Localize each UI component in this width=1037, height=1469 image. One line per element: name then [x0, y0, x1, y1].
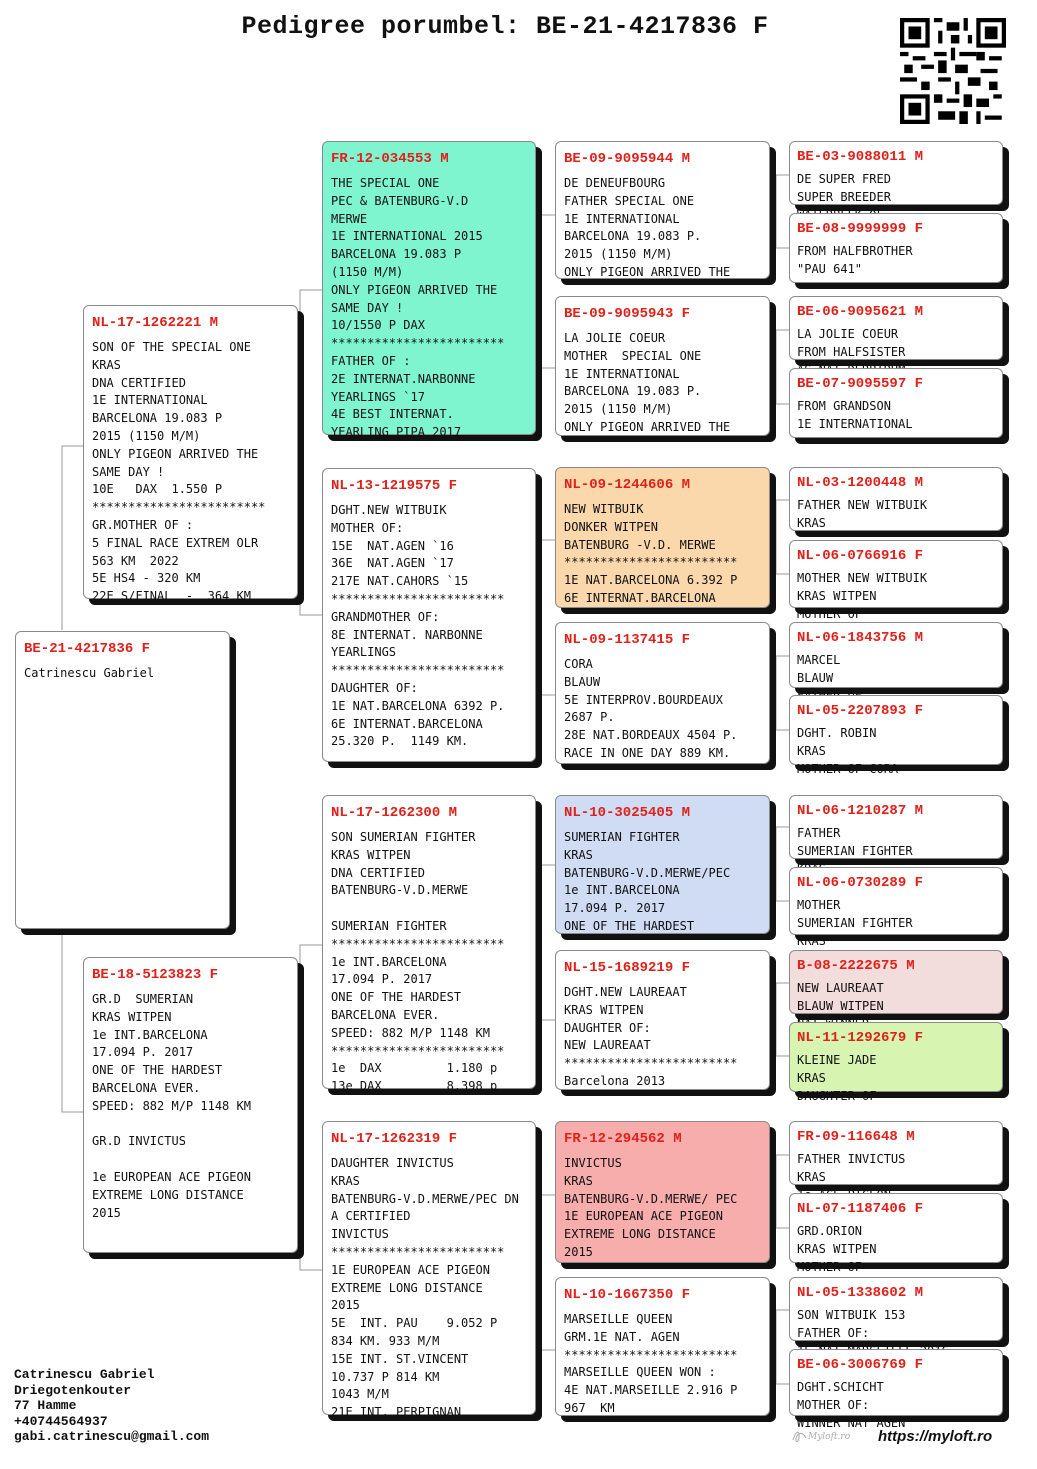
ring-number: NL-09-1244606 M: [564, 477, 691, 493]
ring-number: NL-17-1262221 M: [92, 315, 219, 331]
card-text: MARCEL BLAUW: [797, 653, 841, 685]
gen4-card: [789, 141, 1003, 205]
ring-number: NL-13-1219575 F: [331, 478, 458, 494]
card-text: NEW LAUREAAT BLAUW WITPEN: [797, 981, 884, 1013]
gen2-card: [322, 141, 536, 440]
ring-number: BE-09-9095943 F: [564, 306, 691, 322]
ring-number: BE-06-3006769 F: [797, 1357, 924, 1373]
gen4-card: [789, 296, 1003, 360]
page-title: Pedigree porumbel: BE-21-4217836 F: [241, 12, 769, 41]
ring-number: NL-10-3025405 M: [564, 805, 691, 821]
card-text: SUMERIAN FIGHTER KRAS BATENBURG-V.D.MERWE/PEC 1e INT.BARCELONA 17.094 P. 2017 ONE OF THE HARDEST: [564, 830, 731, 933]
gen4-card: [789, 213, 1003, 283]
ring-number: NL-06-0730289 F: [797, 875, 924, 891]
gen3-card: [555, 141, 770, 279]
card-text: DGHT.NEW WITBUIK MOTHER OF: 15E NAT.AGEN `16 36E NAT.AGEN `17 217E NAT.CAHORS `15 ************************ GRANDMOTHER OF: 8E INTERNAT. NARBONNE YEARLINGS ************************ DAUGHTER OF: 1E NAT.BARCELONA 6392 P. 6E INTERNAT.BARCELONA 25.320 P. 1149 KM.: [331, 503, 505, 749]
gen4-card: [789, 1022, 1003, 1103]
card-text: Catrinescu Gabriel: [24, 666, 155, 680]
subject-card: [15, 631, 230, 929]
ring-number: FR-09-116648 M: [797, 1129, 915, 1145]
gen2-card: [322, 1121, 536, 1420]
card-text: SON OF THE SPECIAL ONE KRAS DNA CERTIFIED 1E INTERNATIONAL BARCELONA 19.083 P 2015 (1150 M/M) ONLY PIGEON ARRIVED THE SAME DAY ! 10E DAX 1.550 P ************************ GR.MOTHER OF : 5 FINAL RACE EXTREM OLR 563 KM 2022 5E HS4 - 320 KM 22E S/FINAL - 364 KM: [92, 340, 266, 604]
ring-number: NL-15-1689219 F: [564, 960, 691, 976]
ring-number: NL-11-1292679 F: [797, 1030, 924, 1046]
ring-number: NL-06-1210287 M: [797, 803, 924, 819]
gen4-card: [789, 795, 1003, 859]
ring-number: BE-21-4217836 F: [24, 641, 151, 657]
card-text: INVICTUS KRAS BATENBURG-V.D.MERWE/ PEC 1E EUROPEAN ACE PIGEON EXTREME LONG DISTANCE 2015: [564, 1156, 738, 1259]
gen3-card: [555, 795, 770, 934]
ring-number: BE-08-9999999 F: [797, 221, 924, 237]
card-text: DE DENEUFBOURG FATHER SPECIAL ONE 1E INTERNATIONAL BARCELONA 19.083 P. 2015 (1150 M/M) ONLY PIGEON ARRIVED THE: [564, 176, 731, 279]
gen4-card: [789, 950, 1003, 1014]
gen4-card: [789, 1277, 1003, 1341]
gen2-card: [322, 468, 536, 762]
card-text: DE SUPER FRED SUPER BREEDER: [797, 172, 891, 204]
ring-number: NL-06-1843756 M: [797, 630, 924, 646]
card-text: MOTHER SUMERIAN FIGHTER KRAS: [797, 898, 913, 948]
card-text: LA JOLIE COEUR MOTHER SPECIAL ONE 1E INTERNATIONAL BARCELONA 19.083 P. 2015 (1150 M/M) ONLY PIGEON ARRIVED THE: [564, 331, 731, 434]
card-text: FROM HALFBROTHER "PAU 641": [797, 244, 913, 276]
gen4-card: [789, 1121, 1003, 1185]
gen4-card: [789, 1349, 1003, 1430]
owner-contact: [14, 1367, 209, 1445]
card-text: DAUGHTER INVICTUS KRAS BATENBURG-V.D.MERWE/PEC DN A CERTIFIED INVICTUS ************************ 1E EUROPEAN ACE PIGEON EXTREME LONG DISTANCE 2015 5E INT. PAU 9.052 P 834 KM. 933 M/M 15E INT. ST.VINCENT 10.737 P 814 KM 1043 M/M 21E INT. PERPIGNAN: [331, 1156, 519, 1420]
gen3-card: [555, 296, 770, 436]
ring-number: NL-03-1200448 M: [797, 475, 924, 491]
gen3-card: [555, 467, 770, 608]
ring-number: NL-05-2207893 F: [797, 703, 924, 719]
gen4-card: [789, 1193, 1003, 1274]
card-text: SON WITBUIK 153 FATHER OF:: [797, 1308, 906, 1340]
ring-number: NL-10-1667350 F: [564, 1287, 691, 1303]
myloft-logo-icon: [790, 1426, 862, 1446]
gen4-card: [789, 622, 1003, 688]
owner-phone: +40744564937: [14, 1413, 108, 1429]
card-text: CORA BLAUW 5E INTERPROV.BOURDEAUX 2687 P. 28E NAT.BORDEAUX 4504 P. RACE IN ONE DAY 889 KM.: [564, 657, 738, 760]
gen4-card: [789, 695, 1003, 776]
website-link[interactable]: https://myloft.ro: [878, 1428, 993, 1445]
owner-city: 77 Hamme: [14, 1398, 77, 1413]
ring-number: BE-18-5123823 F: [92, 967, 219, 983]
gen4-card: [789, 368, 1003, 438]
gen3-card: [555, 1121, 770, 1263]
ring-number: BE-03-9088011 M: [797, 149, 924, 165]
ring-number: BE-09-9095944 M: [564, 151, 691, 167]
owner-name: Catrinescu Gabriel: [14, 1367, 155, 1382]
ring-number: FR-12-034553 M: [331, 151, 449, 167]
card-text: NEW WITBUIK DONKER WITPEN BATENBURG -V.D. MERWE ************************ 1E NAT.BARCELONA 6.392 P 6E INTERNAT.BARCELONA: [564, 502, 738, 605]
gen4-card: [789, 540, 1003, 621]
sire-card: [83, 305, 298, 604]
owner-street: Driegotenkouter: [14, 1382, 132, 1398]
card-text: SON SUMERIAN FIGHTER KRAS WITPEN DNA CERTIFIED BATENBURG-V.D.MERWE SUMERIAN FIGHTER ************************ 1e INT.BARCELONA 17.094 P. 2017 ONE OF THE HARDEST BARCELONA EVER. SPEED: 882 M/P 1148 KM ************************ 1e DAX 1.180 p 13e DAX 8.398 p: [331, 830, 505, 1094]
ring-number: BE-06-9095621 M: [797, 304, 924, 320]
card-text: THE SPECIAL ONE PEC & BATENBURG-V.D MERWE 1E INTERNATIONAL 2015 BARCELONA 19.083 P (1150 M/M) ONLY PIGEON ARRIVED THE SAME DAY ! 10/1550 P DAX ************************ FATHER OF : 2E INTERNAT.NARBONNE YEARLINGS `17 4E BEST INTERNAT. YEARLING PIPA 2017: [331, 176, 505, 440]
ring-number: BE-07-9095597 F: [797, 376, 924, 392]
ring-number: NL-06-0766916 F: [797, 548, 924, 564]
ring-number: NL-09-1137415 F: [564, 632, 691, 648]
card-text: MARSEILLE QUEEN GRM.1E NAT. AGEN ************************ MARSEILLE QUEEN WON : 4E NAT.MARSEILLE 2.916 P 967 KM: [564, 1312, 738, 1415]
gen4-card: [789, 467, 1003, 531]
gen4-card: [789, 867, 1003, 948]
card-text: FATHER INVICTUS KRAS: [797, 1152, 906, 1184]
ring-number: FR-12-294562 M: [564, 1131, 682, 1147]
card-text: DGHT. ROBIN KRAS MOTHER OF CORA: [797, 726, 899, 776]
card-text: GR.D SUMERIAN KRAS WITPEN 1e INT.BARCELONA 17.094 P. 2017 ONE OF THE HARDEST BARCELONA EVER. SPEED: 882 M/P 1148 KM GR.D INVICTUS 1e EUROPEAN ACE PIGEON EXTREME LONG DISTANCE 2015: [92, 992, 251, 1220]
owner-email[interactable]: gabi.catrinescu@gmail.com: [14, 1429, 210, 1444]
ring-number: NL-07-1187406 F: [797, 1201, 924, 1217]
card-text: FATHER SUMERIAN FIGHTER: [797, 826, 913, 858]
ring-number: NL-17-1262319 F: [331, 1131, 458, 1147]
card-text: FROM GRANDSON 1E INTERNATIONAL: [797, 399, 913, 431]
gen3-card: [555, 950, 770, 1090]
card-text: DGHT.NEW LAUREAAT KRAS WITPEN DAUGHTER OF: NEW LAUREAAT ************************ Barcelona 2013: [564, 985, 738, 1088]
card-text: LA JOLIE COEUR FROM HALFSISTER: [797, 327, 906, 359]
gen3-card: [555, 1277, 770, 1416]
card-text: FATHER NEW WITBUIK KRAS: [797, 498, 928, 530]
card-text: KLEINE JADE KRAS DAUGHTER OF: [797, 1053, 877, 1103]
ring-number: NL-17-1262300 M: [331, 805, 458, 821]
gen2-card: [322, 795, 536, 1094]
gen3-card: [555, 622, 770, 764]
card-text: DGHT.SCHICHT MOTHER OF: WINNER NAT AGEN: [797, 1380, 906, 1430]
ring-number: NL-05-1338602 M: [797, 1285, 924, 1301]
card-text: MOTHER NEW WITBUIK KRAS WITPEN MOTHER OF: [797, 571, 928, 621]
ring-number: B-08-2222675 M: [797, 958, 915, 974]
svg-text:Myloft.ro: Myloft.ro: [808, 1432, 851, 1442]
dam-card: [83, 957, 298, 1253]
card-text: GRD.ORION KRAS WITPEN MOTHER OF: [797, 1224, 877, 1274]
